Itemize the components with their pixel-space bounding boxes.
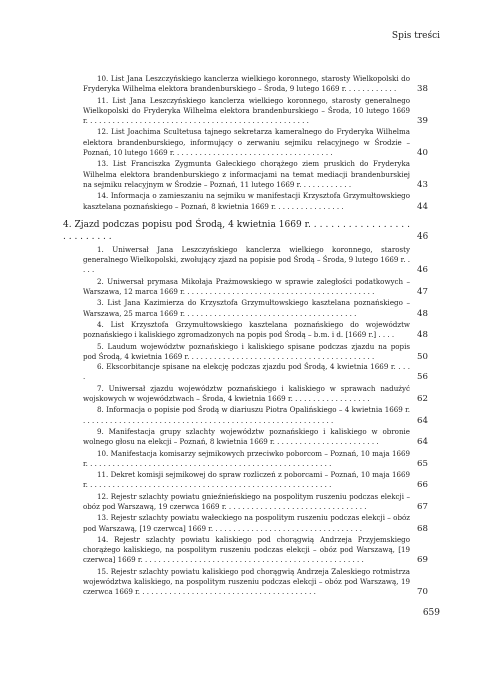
toc-entry xyxy=(83,276,428,298)
toc-page-number: 43 xyxy=(417,179,428,190)
toc-entry xyxy=(83,426,428,448)
toc-entry xyxy=(83,470,428,491)
toc-entry xyxy=(83,383,428,405)
running-head: Spis treści xyxy=(391,31,440,41)
toc-chapter-heading xyxy=(63,219,429,243)
toc-page-number: 70 xyxy=(417,587,428,598)
toc-entry xyxy=(83,74,428,95)
toc-entry-text: 4. List Krzysztofa Grzymułtowskiego kasztelana poznańskiego do województw poznańskiego i kaliskiego zgromadzonych na popis pod Środą – b.m. i d. [1669 r.] . . . . xyxy=(83,319,410,340)
toc-page-number: 46 xyxy=(417,231,429,242)
table-of-contents xyxy=(63,73,429,598)
toc-entry-text: 15. Rejestr szlachty powiatu kaliskiego pod chorągwią Andrzeja Zaleskiego rotmistrza województwa kaliskiego, na pospolitym ruszeniu podczas elekcji – obóz pod Warszawą, 19 czerwca 1669 r. . . . . . . . . . . . . . . . . . . . . . . . . . . . . . . . . . . . . . . . xyxy=(83,566,410,597)
toc-entry xyxy=(83,159,428,190)
toc-entry-text: 3. List Jana Kazimierza do Krzysztofa Grzymułtowskiego kasztelana poznańskiego – Warszawa, 25 marca 1669 r. . . . . . . . . . . . . . . . . . . . . . . . . . . . . . . . . . . . . . . xyxy=(83,298,410,318)
toc-entry-text: 9. Manifestacja grupy szlachty województw poznańskiego i kaliskiego w obronie wolnego głosu na elekcji – Poznań, 8 kwietnia 1669 r. . . . . . . . . . . . . . . . . . . . . . . . xyxy=(83,426,410,447)
toc-entry xyxy=(83,341,428,363)
toc-entry-text: 1. Uniwersał Jana Leszczyńskiego kanclerza wielkiego koronnego, starosty generalnego Wielkopolski, zwołujący zjazd na popisie pod Środą – Środa, 9 lutego 1669 r. . . . . xyxy=(83,244,411,275)
toc-entry xyxy=(83,127,428,159)
toc-entry-text: 12. Rejestr szlachty powiatu gnieźnieńskiego na pospolitym ruszeniu podczas elekcji – obóz pod Warszawą, 19 czerwca 1669 r. . . . . . . . . . . . . . . . . . . . . . . . . . . . . . . . xyxy=(83,491,410,511)
toc-page-number: 69 xyxy=(417,555,428,566)
toc-page-number: 68 xyxy=(417,523,428,534)
toc-page-number: 64 xyxy=(417,437,428,448)
toc-entry-text: 13. List Franciszka Zygmunta Gałeckiego chorążego ziem pruskich do Fryderyka Wilhelma elektora brandenburskiego z informacjami na temat mediacji brandenburskiej na sejmiku relacyjnym w Środzie – Poznań, 11 lutego 1669 r. . . . . . . . . . . . xyxy=(83,159,410,189)
toc-entry-text: 12. List Joachima Scultetusa tajnego sekretarza kameralnego do Fryderyka Wilhelma elektora brandenburskiego, informujący o zerwaniu sejmiku relacyjnego w Środzie – Poznań, 10 lutego 1669 r. . . . . . . . . . . . . . . . . . . . . . . . . . . . . . . . . . . . xyxy=(83,127,410,158)
toc-page-number: 66 xyxy=(417,480,428,491)
toc-page-number: 65 xyxy=(417,458,428,469)
toc-page-number: 39 xyxy=(417,116,428,127)
toc-entry xyxy=(83,566,428,598)
toc-entry-text: 6. Ekscorbitancje spisane na elekcję podczas zjazdu pod Środą, 4 kwietnia 1669 r. . . . . xyxy=(83,362,410,382)
toc-page-number: 38 xyxy=(417,84,428,95)
toc-entry-text: 14. Informacja o zamieszaniu na sejmiku w manifestacji Krzysztofa Grzymułtowskiego kasztelana poznańskiego – Poznań, 8 kwietnia 1669 r. . . . . . . . . . . . . . . . xyxy=(83,191,410,211)
toc-page-number: 40 xyxy=(417,148,428,159)
toc-entry xyxy=(83,448,428,470)
toc-entry xyxy=(83,95,428,127)
toc-page-number: 46 xyxy=(417,265,428,276)
toc-entry xyxy=(83,191,428,212)
toc-entry xyxy=(83,405,428,426)
toc-entry-text: 5. Laudum województw poznańskiego i kaliskiego spisane podczas zjazdu na popis pod Środą, 4 kwietnia 1669 r. . . . . . . . . . . . . . . . . . . . . . . . . . . . . . . . . . . . . . . . . . xyxy=(83,341,410,361)
toc-page-number: 62 xyxy=(417,394,428,405)
toc-page-number: 64 xyxy=(417,415,428,426)
toc-entry-text: 13. Rejestr szlachty powiatu wałeckiego na pospolitym ruszeniu podczas elekcji – obóz pod Warszawą, [19 czerwca] 1669 r. . . . . . . . . . . . . . . . . . . . . . . . . . . . . . . . . . xyxy=(83,513,410,533)
toc-entry-text: 8. Informacja o popisie pod Środą w diariuszu Piotra Opalińskiego – 4 kwietnia 1669 r. . . . . . . . . . . . . . . . . . . . . . . . . . . . . . . . . . . . . . . . . . . . . . . . . . . . . . . . . xyxy=(83,405,410,425)
toc-entry-text: 2. Uniwersał prymasa Mikołaja Prażmowskiego w sprawie zaległości podatkowych – Warszawa, 12 marca 1669 r. . . . . . . . . . . . . . . . . . . . . . . . . . . . . . . . . . . . . . . . . . . xyxy=(83,276,410,297)
toc-page-number: 56 xyxy=(417,372,428,383)
toc-entry xyxy=(83,491,428,513)
toc-page-number: 48 xyxy=(417,308,428,319)
toc-entry xyxy=(83,534,428,566)
toc-page-number: 47 xyxy=(417,287,428,298)
toc-entry-text: 11. Dekret komisji sejmikowej do spraw rozliczeń z poborcami – Poznań, 10 maja 1669 r. . . . . . . . . . . . . . . . . . . . . . . . . . . . . . . . . . . . . . . . . . . . . . . . . . . . . . . xyxy=(83,470,410,490)
toc-entry xyxy=(83,244,428,276)
toc-entry-text: 4. Zjazd podczas popisu pod Środą, 4 kwietnia 1669 r. . . . . . . . . . . . . . . . . . . . . . . . . . . xyxy=(63,219,410,242)
toc-entry xyxy=(83,319,428,341)
page-number: 659 xyxy=(422,608,440,618)
toc-entry-text: 7. Uniwersał zjazdu województw poznańskiego i kaliskiego w sprawach nadużyć wojskowych w województwach – Środa, 4 kwietnia 1669 r. . . . . . . . . . . . . . . . . . xyxy=(83,383,410,404)
toc-page-number: 50 xyxy=(417,351,428,362)
toc-entry xyxy=(83,298,428,319)
toc-entry-text: 10. Manifestacja komisarzy sejmikowych przeciwko poborcom – Poznań, 10 maja 1669 r. . . . . . . . . . . . . . . . . . . . . . . . . . . . . . . . . . . . . . . . . . . . . . . . . . . . . . . xyxy=(83,448,410,468)
toc-page-number: 44 xyxy=(417,201,428,212)
toc-entry xyxy=(83,513,428,534)
toc-page-number: 67 xyxy=(417,501,428,512)
toc-page-number: 48 xyxy=(417,330,428,341)
toc-entry-text: 11. List Jana Leszczyńskiego kanclerza wielkiego koronnego, starosty generalnego Wielkopolski do Fryderyka Wilhelma elektora brandenburskiego – Środa, 10 lutego 1669 r. . . . . . . . . . . . . . . . . . . . . . . . . . . . . . . . . . . . . . . . . . . . . . . . . . xyxy=(83,95,410,126)
toc-entry-text: 14. Rejestr szlachty powiatu kaliskiego pod chorągwią Andrzeja Przyjemskiego chorążego kaliskiego, na pospolitym ruszeniu podczas elekcji – obóz pod Warszawą, [19 czerwca] 1669 r. . . . . . . . . . . . . . . . . . . . . . . . . . . . . . . . . . . . . . . . . . . . . . . . . . xyxy=(83,534,410,565)
toc-entry-text: 10. List Jana Leszczyńskiego kanclerza wielkiego koronnego, starosty Wielkopolski do Fryderyka Wilhelma elektora brandenburskiego – Środa, 9 lutego 1669 r. . . . . . . . . . . . xyxy=(83,74,410,94)
toc-entry xyxy=(83,362,428,383)
